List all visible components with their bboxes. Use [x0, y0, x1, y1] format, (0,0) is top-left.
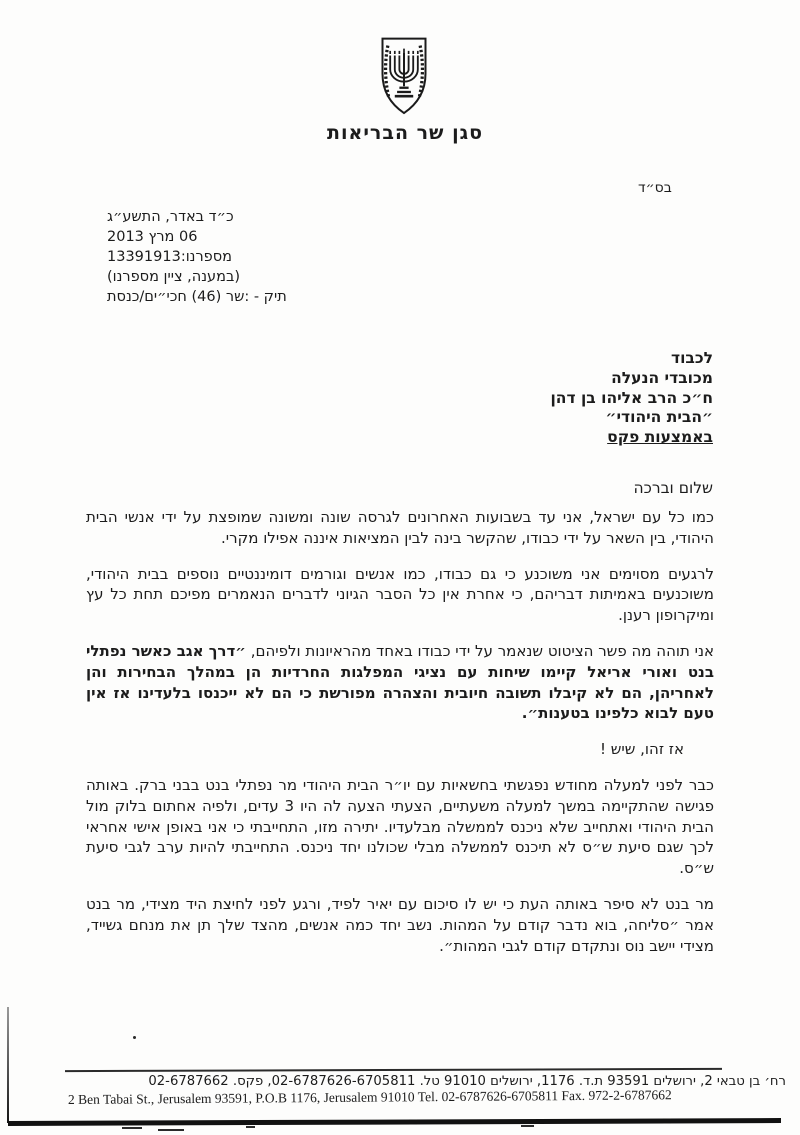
scan-speck	[133, 1036, 136, 1039]
bsd-mark: בס״ד	[638, 180, 672, 196]
our-number: מספרנו:13391913	[107, 249, 232, 265]
file-line: תיק - :שר (46) חכי״ים/כנסת	[107, 289, 287, 305]
scan-left-edge-artifact	[7, 1007, 9, 1123]
paragraph-3-intro: אני תוהה מה פשר הציטוט שנאמר על ידי כבודו באחד מהראיונות ולפיהם,	[245, 641, 714, 660]
greeting-line: שלום וברכה	[633, 479, 713, 497]
addressee-party: ״הבית היהודי״	[605, 408, 713, 427]
scan-speck	[246, 1126, 255, 1128]
letter-body	[86, 507, 714, 971]
scan-speck	[158, 1129, 184, 1131]
reply-note: (במענה, ציין מספרנו)	[107, 269, 241, 285]
paragraph-5: מר בנט לא סיפר באותה העת כי יש לו סיכום עם יאיר לפיד, ורגע לפני לחיצת היד מצידי, מר בנט אמר ״סליחה, בוא נדבר קודם על המהות. נשב יחד כמה אנשים, מהצד שלך תן את מנחם גשייד, מצידי יישב נוס ונתקדם קודם לגבי המהות״.	[86, 894, 714, 955]
paragraph-4: כבר לפני למעלה מחודש נפגשתי בחשאיות עם יו״ר הבית היהודי מר נפתלי בנט בבני ברק. באותה פגישה שהתקיימה במשך למעלה משעתיים, הצעתי הצעה לה היו 3 עדים, ולפיה אחתום בלוק מול הבית היהודי ואתחייב שלא ניכנס לממשלה מבלעדיו. יתירה מזו, התחייבתי כי אני באופן אישי אחראי לכך שגם סיעת ש״ס לא תיכנס לממשלה מבלי שכולנו יחד ניכנס. התחייבתי להיות ערב לגבי סיעת ש״ס.	[86, 775, 714, 878]
quoted-statement: ״דרך אגב כאשר נפתלי בנט ואורי אריאל קיימו שיחות עם נציגי המפלגות החרדיות הן במהלך הבחירות והן לאחריהן, הם לא קיבלו תשובה חיובית והצהרה מפורשת כי הם לא ייכנסו בלעדינו אז אין טעם לבוא כלפינו בטענות״.	[86, 641, 714, 723]
paragraph-1: כמו כל עם ישראל, אני עד בשבועות האחרונים לגרסה שונה ומשונה שמופצת על ידי אנשי הבית היהודי, בין השאר על ידי כבודו, שהקשר בינה לבין המציאות איננה אפילו מקרי.	[86, 508, 714, 547]
footer-address-english: 2 Ben Tabai St., Jerusalem 93591, P.O.B 1176, Jerusalem 91010 Tel. 02-6787626-6705811 Fax. 972-2-6787662	[67, 1087, 672, 1107]
delivery-method: באמצעות פקס	[607, 428, 713, 447]
letterhead-title: סגן שר הבריאות	[326, 122, 483, 144]
paragraph-2: לרגעים מסוימים אני משוכנע כי גם כבודו, כמו אנשים וגורמים דומיננטיים נוספים בבית היהודי, משוכנעים באמיתות דבריהם, כי אחרת אין כל הסבר הגיוני לדברים הנאמרים מפיכם תחת כל עץ ומיקרופון רענן.	[86, 564, 714, 625]
addressee-salutation: לכבוד	[670, 349, 713, 367]
footer-divider-rule	[65, 1068, 722, 1072]
scan-speck	[521, 1125, 534, 1127]
addressee-block	[373, 349, 713, 448]
scan-speck	[122, 1127, 142, 1129]
israel-emblem-icon	[365, 34, 443, 120]
gregorian-date: 06 מרץ 2013	[107, 229, 198, 245]
hebrew-date: כ״ד באדר, התשע״ג	[107, 209, 234, 225]
addressee-name: ח״כ הרב אליהו בן דהן	[550, 388, 713, 407]
scan-bottom-edge-artifact	[8, 1118, 781, 1126]
reference-block	[107, 207, 407, 307]
paragraph-3	[86, 641, 714, 724]
footer-address-hebrew: רח׳ בן טבאי 2, ירושלים 93591 ת.ד. 1176, ירושלים 91010 טל. 02-6787626-6705811, פקס. 02-6787662	[148, 1074, 786, 1089]
interjection-line: אז זהו, שיש !	[600, 740, 684, 759]
addressee-honorific: מכובדי הנעלה	[611, 368, 713, 387]
